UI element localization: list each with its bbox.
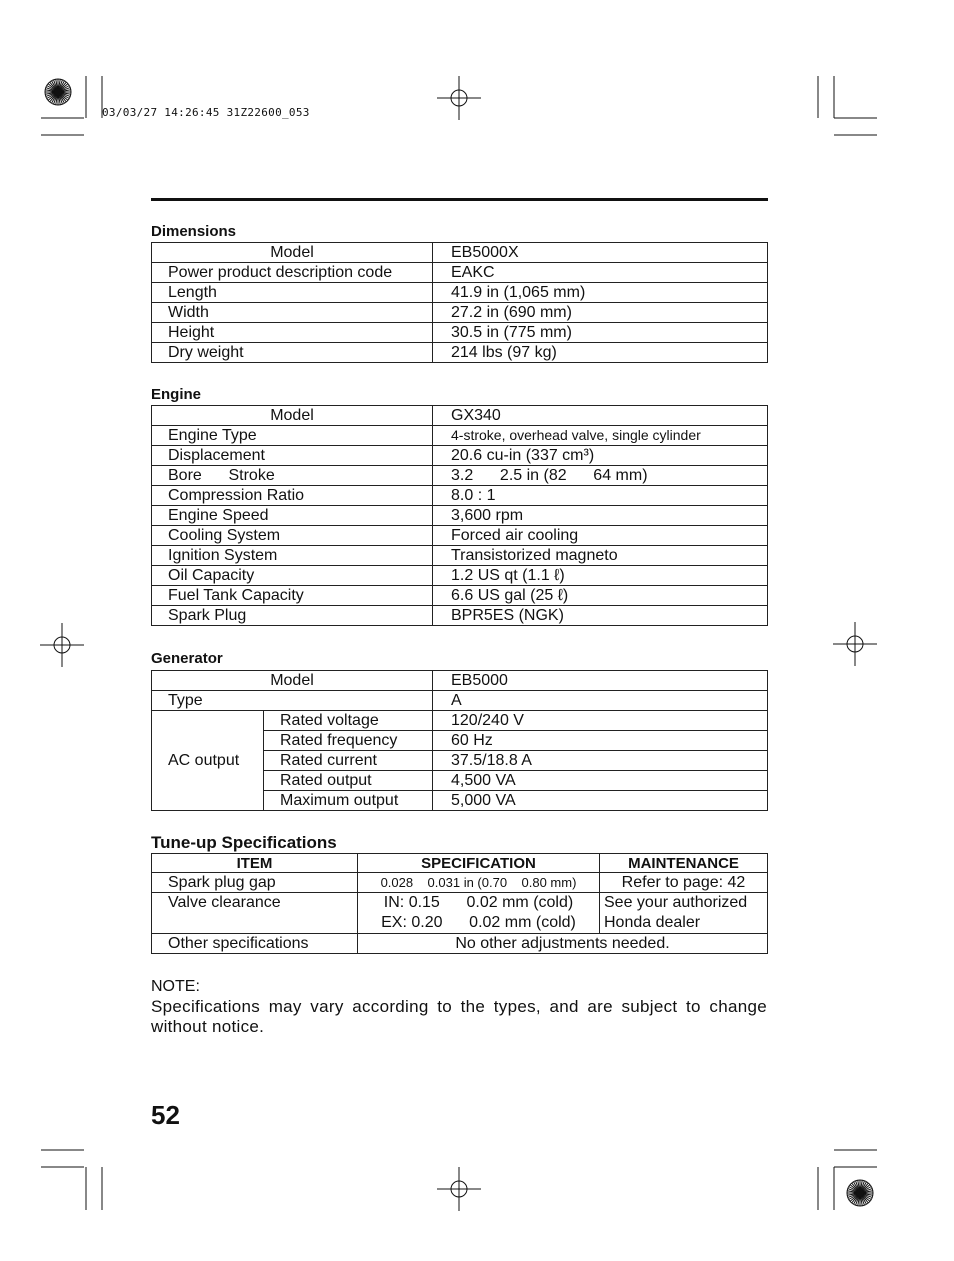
row-label: Compression Ratio xyxy=(152,486,433,506)
table-row xyxy=(152,546,768,566)
crosshair-mark-icon xyxy=(833,622,877,666)
table-row xyxy=(152,303,768,323)
table-row xyxy=(152,586,768,606)
table-row xyxy=(152,873,768,893)
row-value: BPR5ES (NGK) xyxy=(433,606,768,626)
row-label: Model xyxy=(152,406,433,426)
dimensions-table xyxy=(151,242,768,363)
table-row xyxy=(152,426,768,446)
table-row xyxy=(152,323,768,343)
table-row xyxy=(152,243,768,263)
row-label: Engine Type xyxy=(152,426,433,446)
table-row xyxy=(152,566,768,586)
valve-spec-in: IN: 0.15 0.02 mm (cold) xyxy=(383,894,574,911)
table-row xyxy=(152,466,768,486)
table-row xyxy=(152,893,768,934)
row-label: Cooling System xyxy=(152,526,433,546)
table-row xyxy=(152,606,768,626)
crosshair-mark-icon xyxy=(437,1167,481,1211)
row-value: 4-stroke, overhead valve, single cylinder xyxy=(433,426,768,446)
row-item: Other specifications xyxy=(152,934,358,954)
note-text: Specifications may vary according to the types, and are subject to change without notice. xyxy=(151,997,767,1036)
table-row xyxy=(152,283,768,303)
ac-output-label: AC output xyxy=(152,711,264,811)
table-row xyxy=(152,526,768,546)
row-label: Rated output xyxy=(264,771,433,791)
print-timestamp: 03/03/27 14:26:45 31Z22600_053 xyxy=(102,106,310,119)
row-maintenance: Refer to page: 42 xyxy=(600,873,768,893)
table-row xyxy=(152,506,768,526)
crosshair-mark-icon xyxy=(40,623,84,667)
row-label: Model xyxy=(152,671,433,691)
header-rule xyxy=(151,198,768,201)
column-header-item: ITEM xyxy=(152,854,358,873)
row-label: Ignition System xyxy=(152,546,433,566)
row-label: Width xyxy=(152,303,433,323)
row-label: Bore Stroke xyxy=(152,466,433,486)
valve-maint-line1: See your authorized xyxy=(604,894,748,911)
table-row xyxy=(152,486,768,506)
dimensions-title: Dimensions xyxy=(151,223,237,240)
row-value: 3,600 rpm xyxy=(433,506,768,526)
row-value: 27.2 in (690 mm) xyxy=(433,303,768,323)
table-header-row xyxy=(152,854,768,873)
column-header-specification: SPECIFICATION xyxy=(358,854,600,873)
row-label: Maximum output xyxy=(264,791,433,811)
table-row xyxy=(152,671,768,691)
sunburst-mark-icon xyxy=(45,79,71,105)
table-row xyxy=(152,446,768,466)
row-value: 20.6 cu-in (337 cm³) xyxy=(433,446,768,466)
row-label: Oil Capacity xyxy=(152,566,433,586)
row-value: 214 lbs (97 kg) xyxy=(433,343,768,363)
row-value: 37.5/18.8 A xyxy=(433,751,768,771)
table-row xyxy=(152,934,768,954)
row-label: Rated frequency xyxy=(264,731,433,751)
row-item: Spark plug gap xyxy=(152,873,358,893)
generator-title: Generator xyxy=(151,650,223,667)
row-value: 30.5 in (775 mm) xyxy=(433,323,768,343)
row-label: Length xyxy=(152,283,433,303)
row-value: 1.2 US qt (1.1 ℓ) xyxy=(433,566,768,586)
valve-maint-line2: Honda dealer xyxy=(604,914,701,931)
row-value: 8.0 : 1 xyxy=(433,486,768,506)
row-value: EAKC xyxy=(433,263,768,283)
generator-table xyxy=(151,670,768,811)
row-spec: No other adjustments needed. xyxy=(358,934,768,954)
row-maintenance xyxy=(600,893,768,934)
table-row xyxy=(152,691,768,711)
row-label: Rated voltage xyxy=(264,711,433,731)
table-row xyxy=(152,263,768,283)
row-value: EB5000X xyxy=(433,243,768,263)
sunburst-mark-icon xyxy=(847,1180,873,1206)
row-spec: 0.028 0.031 in (0.70 0.80 mm) xyxy=(358,873,600,893)
crosshair-mark-icon xyxy=(437,76,481,120)
tuneup-title: Tune-up Specifications xyxy=(151,833,337,852)
row-label: Engine Speed xyxy=(152,506,433,526)
row-label: Rated current xyxy=(264,751,433,771)
valve-spec-ex: EX: 0.20 0.02 mm (cold) xyxy=(381,914,576,931)
row-label: Type xyxy=(152,691,433,711)
row-label: Height xyxy=(152,323,433,343)
table-row xyxy=(152,343,768,363)
row-label: Power product description code xyxy=(152,263,433,283)
row-value: 120/240 V xyxy=(433,711,768,731)
table-row xyxy=(152,711,768,731)
row-label: Model xyxy=(152,243,433,263)
row-label: Spark Plug xyxy=(152,606,433,626)
row-label: Fuel Tank Capacity xyxy=(152,586,433,606)
engine-table xyxy=(151,405,768,626)
note-label: NOTE: xyxy=(151,978,200,995)
row-value: GX340 xyxy=(433,406,768,426)
tuneup-table xyxy=(151,853,768,954)
column-header-maintenance: MAINTENANCE xyxy=(600,854,768,873)
row-value: EB5000 xyxy=(433,671,768,691)
row-item: Valve clearance xyxy=(152,893,358,934)
row-value: 41.9 in (1,065 mm) xyxy=(433,283,768,303)
row-value: 5,000 VA xyxy=(433,791,768,811)
row-value: 3.2 2.5 in (82 64 mm) xyxy=(433,466,768,486)
engine-title: Engine xyxy=(151,386,202,403)
row-value: 6.6 US gal (25 ℓ) xyxy=(433,586,768,606)
page-number: 52 xyxy=(151,1100,180,1130)
row-label: Dry weight xyxy=(152,343,433,363)
row-value: A xyxy=(433,691,768,711)
row-label: Displacement xyxy=(152,446,433,466)
row-value: Forced air cooling xyxy=(433,526,768,546)
row-value: Transistorized magneto xyxy=(433,546,768,566)
row-spec xyxy=(358,893,600,934)
table-row xyxy=(152,406,768,426)
row-value: 60 Hz xyxy=(433,731,768,751)
row-value: 4,500 VA xyxy=(433,771,768,791)
